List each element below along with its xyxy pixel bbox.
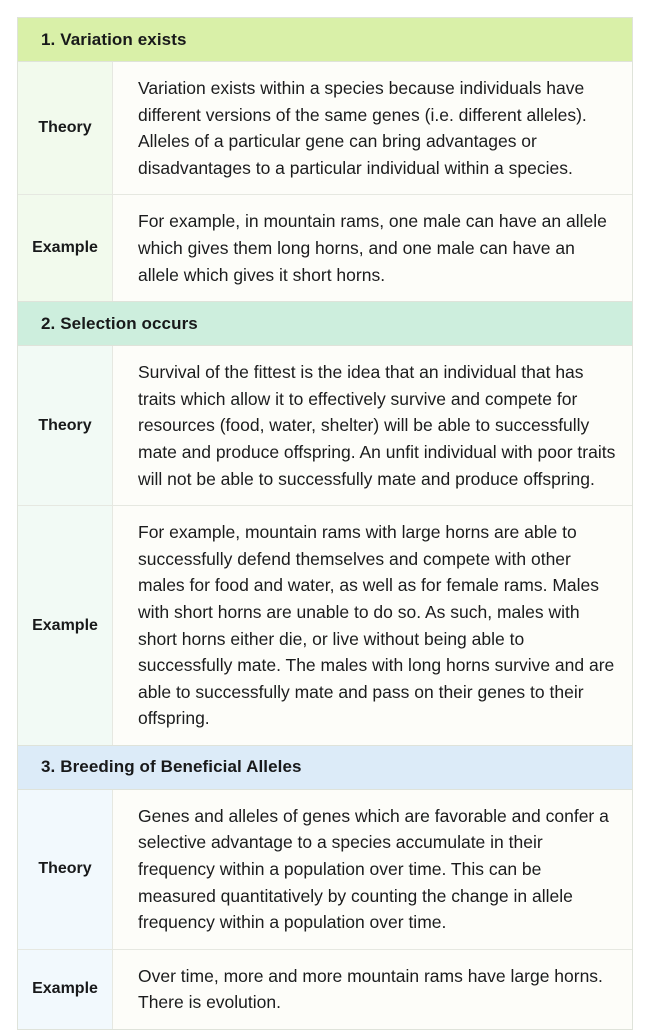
row-label-theory: Theory [18, 346, 113, 505]
table-row [18, 790, 632, 950]
table-row [18, 62, 632, 195]
section-selection-occurs [17, 301, 633, 745]
row-label-theory: Theory [18, 62, 113, 194]
row-text-example: For example, in mountain rams, one male can have an allele which gives them long horns, and one male can have an allele which gives it short horns. [113, 195, 632, 301]
section-breeding-of-beneficial-alleles [17, 745, 633, 1030]
row-text-example: For example, mountain rams with large horns are able to successfully defend themselves and compete with other males for food and water, as well as for female rams. Males with short horns are unable to do so. As such, males with short horns either die, or live without being able to successfully mate. The males with long horns survive and are able to successfully mate and pass on their genes to their offspring. [113, 506, 632, 745]
section-heading: 1. Variation exists [18, 18, 632, 62]
section-heading: 2. Selection occurs [18, 302, 632, 346]
natural-selection-table [17, 17, 633, 1030]
section-variation-exists [17, 17, 633, 301]
row-label-example: Example [18, 950, 113, 1029]
table-row [18, 346, 632, 506]
section-heading: 3. Breeding of Beneficial Alleles [18, 746, 632, 790]
row-label-theory: Theory [18, 790, 113, 949]
row-text-theory: Variation exists within a species because individuals have different versions of the same genes (i.e. different alleles). Alleles of a particular gene can bring advantages or disadvantages to a particular individual within a species. [113, 62, 632, 194]
row-text-example: Over time, more and more mountain rams have large horns. There is evolution. [113, 950, 632, 1029]
row-text-theory: Genes and alleles of genes which are favorable and confer a selective advantage to a species accumulate in their frequency within a population over time. This can be measured quantitatively by counting the change in allele frequency within a population over time. [113, 790, 632, 949]
row-label-example: Example [18, 506, 113, 745]
table-row [18, 195, 632, 301]
row-label-example: Example [18, 195, 113, 301]
table-row [18, 506, 632, 745]
row-text-theory: Survival of the fittest is the idea that an individual that has traits which allow it to effectively survive and compete for resources (food, water, shelter) will be able to successfully mate and produce offspring. An unfit individual with poor traits will not be able to successfully mate and produce offspring. [113, 346, 632, 505]
table-row [18, 950, 632, 1029]
